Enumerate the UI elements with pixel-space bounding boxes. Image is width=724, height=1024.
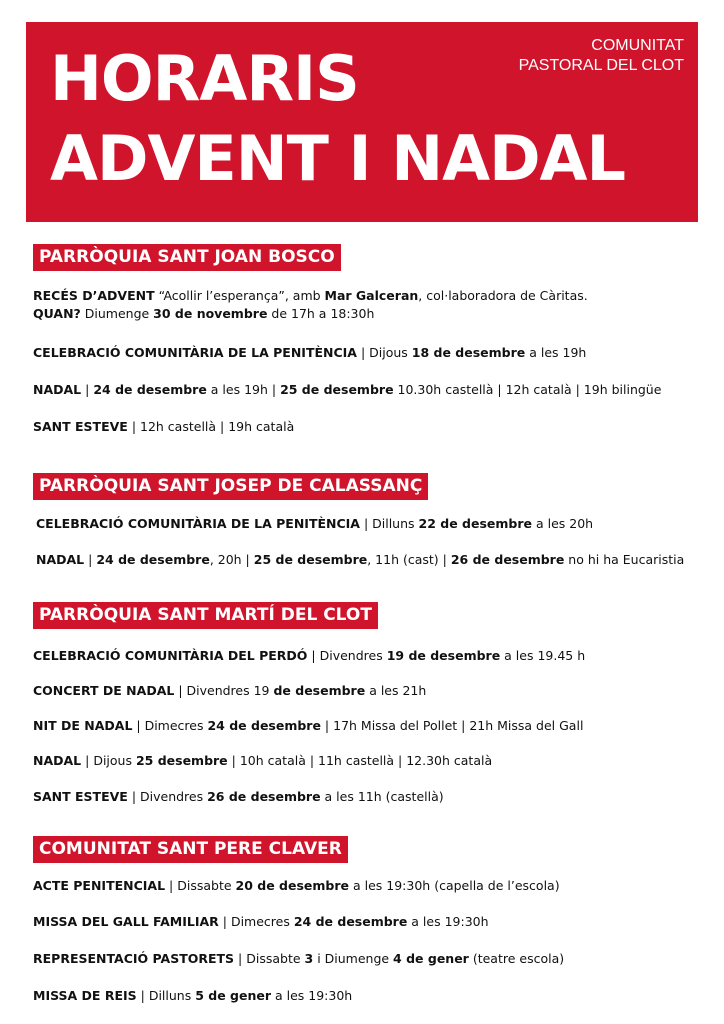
schedule-row xyxy=(33,306,374,322)
row-text: | 12h castellà | 19h català xyxy=(127,419,295,434)
row-text: , 20h | xyxy=(209,552,254,567)
row-emphasis: CELEBRACIÓ COMUNITÀRIA DEL PERDÓ xyxy=(33,648,308,663)
row-text: a les 21h xyxy=(365,683,427,698)
row-emphasis: NADAL xyxy=(33,753,82,768)
title-line-2: ADVENT I NADAL xyxy=(50,122,626,195)
schedule-row xyxy=(36,516,593,532)
row-text: | xyxy=(81,382,94,397)
section-title: COMUNITAT SANT PERE CLAVER xyxy=(33,836,348,863)
row-text: | Dijous xyxy=(81,753,136,768)
row-emphasis: SANT ESTEVE xyxy=(33,419,128,434)
row-text: 10.30h castellà | 12h català | 19h bilingüe xyxy=(393,382,662,397)
row-text: | Dijous xyxy=(356,345,412,360)
schedule-row xyxy=(33,878,560,894)
row-emphasis: MISSA DEL GALL FAMILIAR xyxy=(33,914,219,929)
row-text: de 17h a 18:30h xyxy=(267,306,375,321)
schedule-row xyxy=(33,951,564,967)
row-emphasis: MISSA DE REIS xyxy=(33,988,137,1003)
schedule-row xyxy=(36,552,684,568)
row-text: | Dimecres xyxy=(218,914,294,929)
row-text: “Acollir l’esperança”, amb xyxy=(154,288,325,303)
row-text: | xyxy=(84,552,97,567)
schedule-row xyxy=(33,288,588,304)
row-text: | Dissabte xyxy=(234,951,305,966)
row-emphasis: 19 de desembre xyxy=(386,648,501,663)
schedule-row xyxy=(33,382,661,398)
schedule-row xyxy=(33,683,426,699)
row-emphasis: 25 de desembre xyxy=(253,552,368,567)
row-emphasis: 24 de desembre xyxy=(293,914,408,929)
row-emphasis: 26 de desembre xyxy=(207,789,321,804)
row-emphasis: SANT ESTEVE xyxy=(33,789,128,804)
row-emphasis: Mar Galceran xyxy=(324,288,419,303)
row-emphasis: 18 de desembre xyxy=(411,345,526,360)
row-text: no hi ha Eucaristia xyxy=(564,552,685,567)
row-emphasis: 25 desembre xyxy=(135,753,228,768)
row-emphasis: 24 de desembre xyxy=(207,718,321,733)
row-emphasis: CONCERT DE NADAL xyxy=(33,683,175,698)
row-text: a les 20h xyxy=(532,516,594,531)
row-text: , 11h (cast) | xyxy=(367,552,451,567)
row-text: a les 19.45 h xyxy=(500,648,586,663)
schedule-row xyxy=(33,753,492,769)
row-emphasis: REPRESENTACIÓ PASTORETS xyxy=(33,951,235,966)
schedule-row xyxy=(33,419,294,435)
row-emphasis: 5 de gener xyxy=(195,988,271,1003)
schedule-row xyxy=(33,718,583,734)
row-text: i Diumenge xyxy=(313,951,394,966)
row-emphasis: QUAN? xyxy=(33,306,81,321)
schedule-row xyxy=(33,988,352,1004)
row-emphasis: de desembre xyxy=(273,683,366,698)
row-text: | Dilluns xyxy=(136,988,196,1003)
row-text: a les 19:30h xyxy=(271,988,353,1003)
row-emphasis: 25 de desembre xyxy=(280,382,394,397)
row-text: a les 19:30h xyxy=(407,914,489,929)
row-emphasis: NIT DE NADAL xyxy=(33,718,133,733)
row-text: Diumenge xyxy=(80,306,154,321)
row-emphasis: 26 de desembre xyxy=(450,552,565,567)
row-text: | Divendres xyxy=(307,648,387,663)
schedule-row xyxy=(33,648,585,664)
row-text: a les 19:30h (capella de l’escola) xyxy=(349,878,560,893)
schedule-row xyxy=(33,914,489,930)
row-text: a les 11h (castellà) xyxy=(320,789,444,804)
section-title: PARRÒQUIA SANT JOAN BOSCO xyxy=(33,244,341,271)
row-text: | 10h català | 11h castellà | 12.30h català xyxy=(227,753,493,768)
org-line-1: COMUNITAT xyxy=(591,37,684,54)
row-emphasis: CELEBRACIÓ COMUNITÀRIA DE LA PENITÈNCIA xyxy=(33,345,357,360)
row-text: | Divendres 19 xyxy=(174,683,274,698)
row-text: | 17h Missa del Pollet | 21h Missa del Gall xyxy=(320,718,584,733)
row-emphasis: NADAL xyxy=(36,552,85,567)
organization-name xyxy=(519,36,684,76)
row-emphasis: NADAL xyxy=(33,382,82,397)
section-title: PARRÒQUIA SANT MARTÍ DEL CLOT xyxy=(33,602,378,629)
row-text: a les 19h xyxy=(525,345,587,360)
row-text: (teatre escola) xyxy=(468,951,565,966)
row-emphasis: 30 de novembre xyxy=(153,306,268,321)
row-text: | Dilluns xyxy=(359,516,419,531)
row-emphasis: RECÉS D’ADVENT xyxy=(33,288,155,303)
row-text: | Divendres xyxy=(127,789,208,804)
row-emphasis: 22 de desembre xyxy=(418,516,533,531)
row-text: | Dissabte xyxy=(165,878,236,893)
schedule-row xyxy=(33,345,586,361)
row-emphasis: CELEBRACIÓ COMUNITÀRIA DE LA PENITÈNCIA xyxy=(36,516,360,531)
row-emphasis: 24 de desembre xyxy=(93,382,207,397)
row-text: | Dimecres xyxy=(132,718,208,733)
org-line-2: PASTORAL DEL CLOT xyxy=(518,57,684,74)
row-emphasis: ACTE PENITENCIAL xyxy=(33,878,166,893)
title-line-1: HORARIS xyxy=(50,42,359,115)
row-text: , col·laboradora de Càritas. xyxy=(418,288,588,303)
row-emphasis: 24 de desembre xyxy=(96,552,210,567)
row-emphasis: 4 de gener xyxy=(393,951,469,966)
schedule-row xyxy=(33,789,444,805)
row-emphasis: 3 xyxy=(304,951,314,966)
row-text: a les 19h | xyxy=(206,382,281,397)
section-title: PARRÒQUIA SANT JOSEP DE CALASSANÇ xyxy=(33,473,428,500)
row-emphasis: 20 de desembre xyxy=(235,878,350,893)
